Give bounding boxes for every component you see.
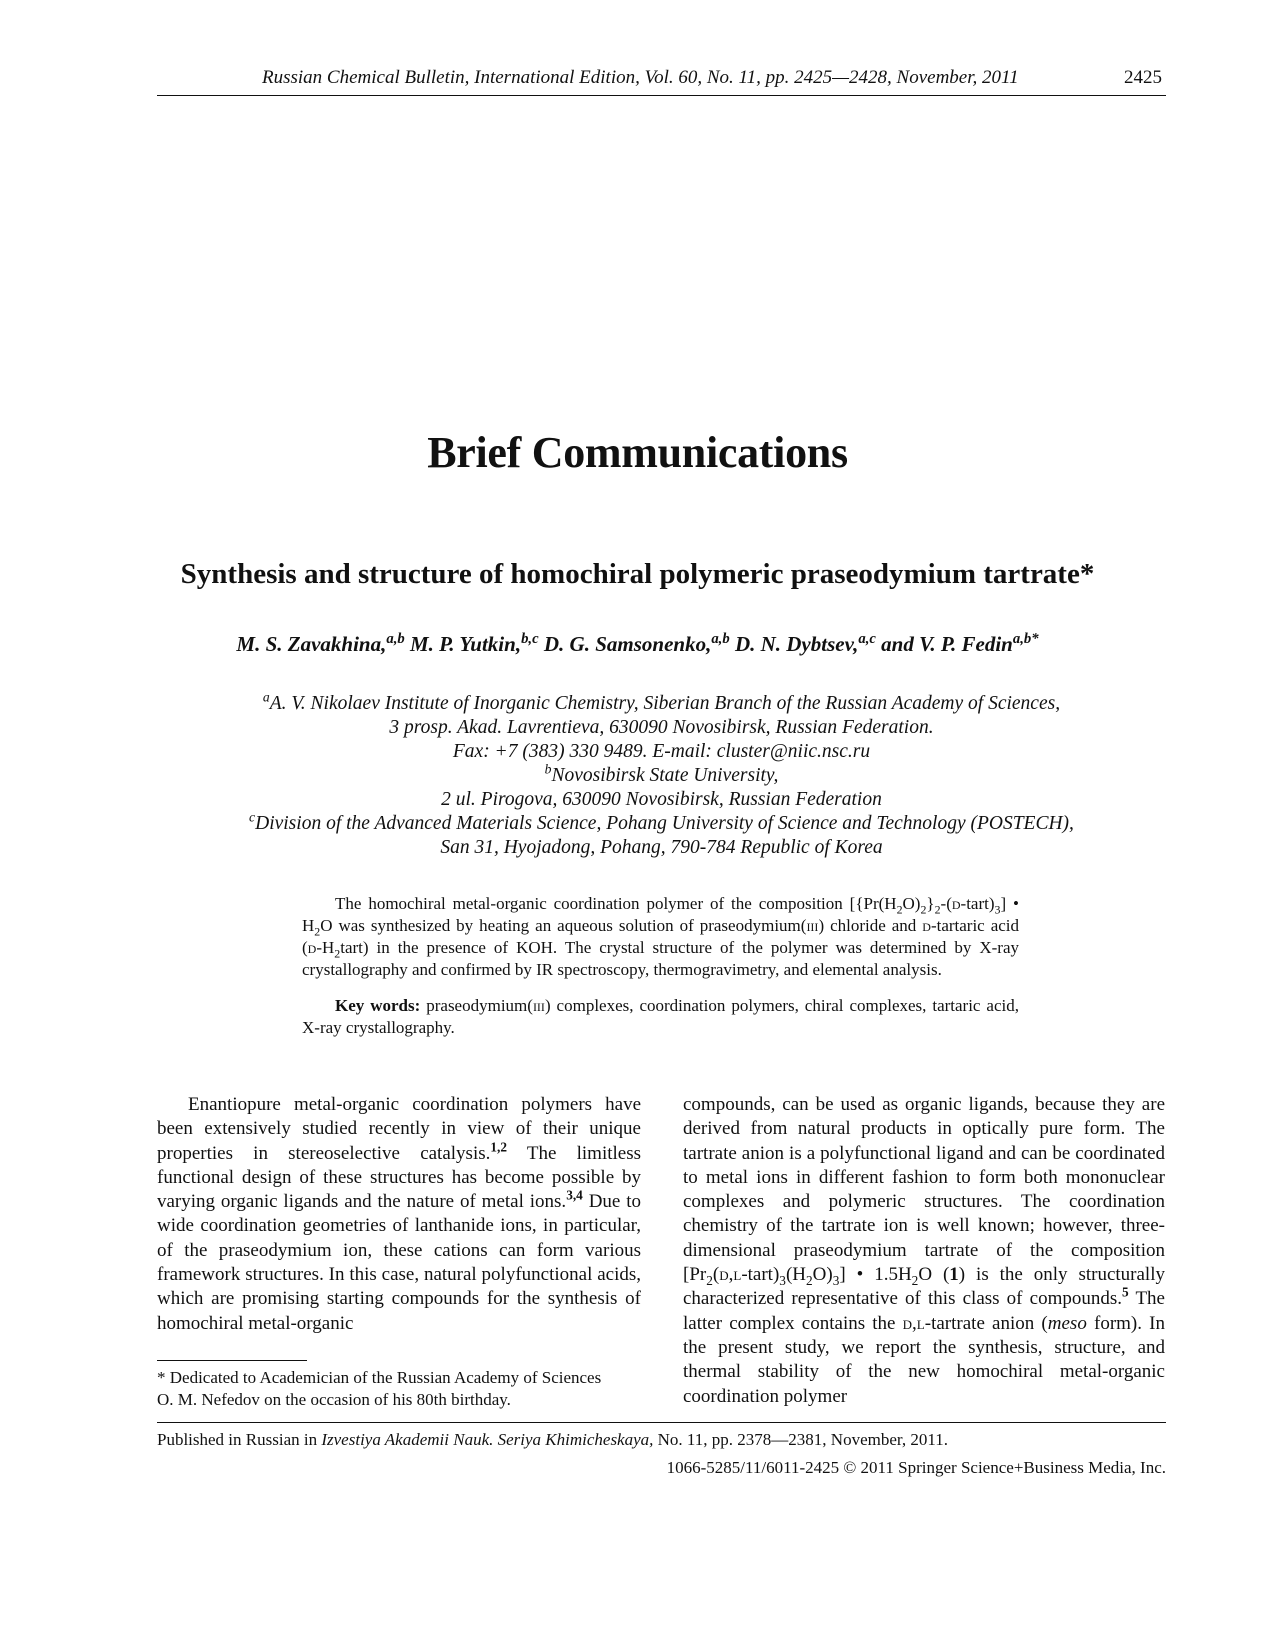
- footnote-line: * Dedicated to Academician of the Russian Academy of Sciences: [157, 1368, 602, 1387]
- publication-note: Published in Russian in Izvestiya Akademii Nauk. Seriya Khimicheskaya, No. 11, pp. 2378—2381, November, 2011.: [157, 1430, 948, 1449]
- author: M. P. Yutkin,$^{b,c}$: [409, 631, 539, 656]
- affiliation-a-line: $^a$A. V. Nikolaev Institute of Inorganic Chemistry, Siberian Branch of the Russian Academy of Sciences,: [262, 689, 1061, 714]
- article-title: Synthesis and structure of homochiral polymeric praseodymium tartrate*: [180, 558, 1095, 590]
- author-list: [0, 632, 1275, 657]
- affiliation-b-line: $^b$Novosibirsk State University,: [544, 761, 779, 786]
- header-rule: [157, 95, 1166, 96]
- copyright-line: 1066-5285/11/6011-2425 © 2011 Springer Science+Business Media, Inc.: [666, 1458, 1166, 1477]
- body-paragraph: compounds, can be used as organic ligands, because they are derived from natural products in optically pure form. The tartrate anion is a polyfunctional ligand and can be coordinated to metal ions in different fashion to form both mononuclear complexes and polymeric structures. The coordination chemistry of the tartrate ion is well known; however, three-dimensional praseodymium tartrate of the composition $[Pr_2(d,l-tart)_3(H_2O)_3]$ • $1.5H_2O$ (1) is the only structurally characterized representative of this class of compounds.$^5$ The latter complex contains the d,l-tartrate anion (meso form). In the present study, we report the synthesis, structure, and thermal stability of the new homochiral metal-organic coordination polymer: [683, 1094, 1166, 1407]
- affiliation-c-line: San 31, Hyojadong, Pohang, 790-784 Republic of Korea: [440, 837, 883, 858]
- footer-rule: [157, 1422, 1166, 1423]
- body-paragraph: Enantiopure metal-organic coordination polymers have been extensively studied recently in view of their unique properties in stereoselective catalysis.$^{1,2}$ The limitless functional design of these structures has become possible by varying organic ligands and the nature of metal ions.$^{3,4}$ Due to wide coordination geometries of lanthanide ions, in particular, of the praseodymium ion, these cations can form various framework structures. In this case, natural polyfunctional acids, which are promising starting compounds for the synthesis of homochiral metal-organic: [157, 1094, 642, 1334]
- running-header-journal: Russian Chemical Bulletin, International Edition, Vol. 60, No. 11, pp. 2425—2428, November, 2011: [262, 67, 1019, 88]
- keywords: Key words: praseodymium(iii) complexes, coordination polymers, chiral complexes, tartaric acid, X-ray crystallography.: [302, 996, 1019, 1037]
- footnote-line: O. M. Nefedov on the occasion of his 80th birthday.: [157, 1390, 511, 1409]
- section-title: Brief Communications: [427, 428, 848, 477]
- affiliation-a-line: 3 prosp. Akad. Lavrentieva, 630090 Novosibirsk, Russian Federation.: [389, 717, 934, 738]
- affiliation-b-line: 2 ul. Pirogova, 630090 Novosibirsk, Russian Federation: [441, 789, 882, 810]
- page-number: 2425: [1124, 67, 1162, 88]
- author: and V. P. Fedin$^{a,b*}$: [881, 631, 1039, 656]
- footnote: [157, 1367, 641, 1411]
- affiliation-c-line: $^c$Division of the Advanced Materials Science, Pohang University of Science and Technology (POSTECH),: [249, 809, 1074, 834]
- footnote-rule: [157, 1360, 307, 1361]
- author: D. G. Samsonenko,$^{a,b}$: [543, 631, 730, 656]
- abstract: [302, 893, 1019, 1039]
- author: M. S. Zavakhina,$^{a,b}$: [236, 631, 405, 656]
- abstract-text: The homochiral metal-organic coordination polymer of the composition $[\{Pr(H_2O)_2\}_2-(d-tart)_3]$ • $H_2O$ was synthesized by heating an aqueous solution of praseodymium(iii) chloride and d-tartaric acid $(d-H_2tart)$ in the presence of KOH. The crystal structure of the polymer was determined by X-ray crystallography and confirmed by IR spectroscopy, thermogravimetry, and elemental analysis.: [302, 894, 1020, 979]
- affiliation-contact: Fax: +7 (383) 330 9489. E-mail: cluster@niic.nsc.ru: [452, 741, 871, 762]
- body-column-right: [683, 1093, 1165, 1409]
- author: D. N. Dybtsev,$^{a,c}$: [734, 631, 876, 656]
- body-column-left: [157, 1093, 641, 1336]
- affiliations: [157, 689, 1166, 860]
